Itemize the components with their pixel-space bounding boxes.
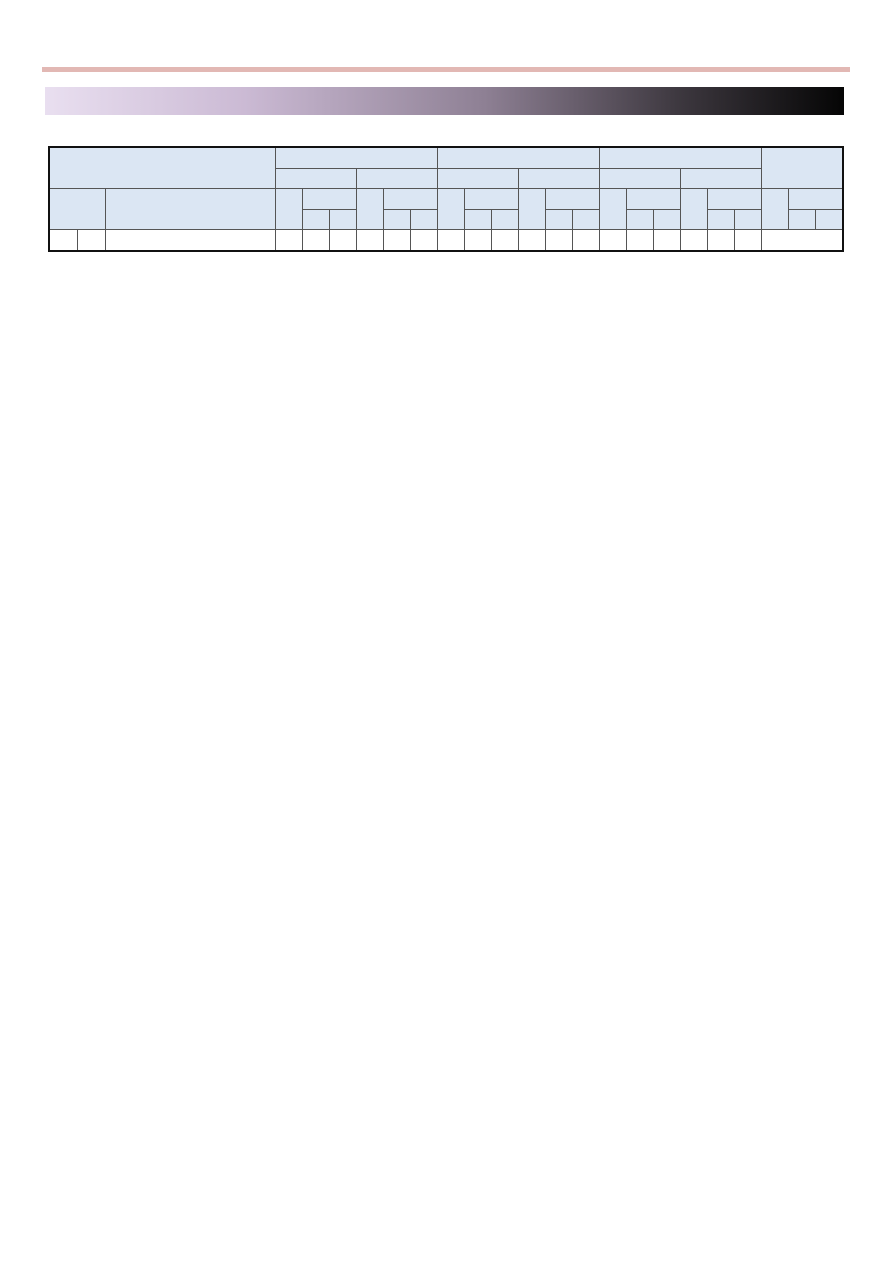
curriculum-table bbox=[48, 146, 844, 252]
top-accent-line bbox=[42, 67, 850, 72]
category-header bbox=[49, 189, 105, 230]
header-row-hours bbox=[49, 189, 843, 210]
credit-header bbox=[437, 189, 464, 230]
header-gradient-bar bbox=[45, 87, 844, 115]
weekly-hours-header bbox=[383, 189, 437, 210]
theory-header bbox=[545, 209, 572, 230]
practice-header bbox=[816, 209, 843, 230]
value-cell bbox=[600, 230, 627, 251]
weekly-hours-header bbox=[545, 189, 599, 210]
value-cell bbox=[627, 230, 654, 251]
value-cell bbox=[302, 230, 329, 251]
years-label bbox=[49, 147, 275, 189]
credit-header bbox=[518, 189, 545, 230]
practice-header bbox=[410, 209, 437, 230]
category-elective bbox=[77, 230, 105, 251]
semester-header bbox=[437, 168, 518, 189]
value-cell bbox=[572, 230, 599, 251]
value-cell bbox=[681, 230, 708, 251]
category-liberal bbox=[49, 230, 77, 251]
grade-header bbox=[600, 147, 762, 168]
grade-header bbox=[437, 147, 599, 168]
value-cell bbox=[545, 230, 572, 251]
credit-header bbox=[356, 189, 383, 230]
value-cell bbox=[518, 230, 545, 251]
credit-header bbox=[275, 189, 302, 230]
semester-header bbox=[356, 168, 437, 189]
value-cell bbox=[491, 230, 518, 251]
semester-header bbox=[681, 168, 762, 189]
value-cell bbox=[356, 230, 383, 251]
theory-header bbox=[302, 209, 329, 230]
table-row bbox=[49, 230, 843, 251]
grade-header bbox=[275, 147, 437, 168]
value-cell bbox=[383, 230, 410, 251]
weekly-hours-header bbox=[627, 189, 681, 210]
course-header bbox=[105, 189, 275, 230]
value-cell bbox=[329, 230, 356, 251]
credit-header bbox=[762, 189, 789, 230]
value-cell bbox=[708, 230, 735, 251]
value-cell bbox=[464, 230, 491, 251]
theory-header bbox=[789, 209, 816, 230]
semester-header bbox=[275, 168, 356, 189]
header-row-grade bbox=[49, 147, 843, 168]
practice-header bbox=[572, 209, 599, 230]
value-cell bbox=[275, 230, 302, 251]
value-cell bbox=[410, 230, 437, 251]
weekly-hours-header bbox=[302, 189, 356, 210]
value-cell bbox=[735, 230, 762, 251]
total-header bbox=[762, 147, 843, 189]
weekly-hours-header bbox=[789, 189, 843, 210]
semester-header bbox=[518, 168, 599, 189]
weekly-hours-header bbox=[464, 189, 518, 210]
weekly-hours-header bbox=[708, 189, 762, 210]
practice-header bbox=[329, 209, 356, 230]
credit-header bbox=[681, 189, 708, 230]
practice-header bbox=[735, 209, 762, 230]
theory-header bbox=[464, 209, 491, 230]
credit-header bbox=[600, 189, 627, 230]
practice-header bbox=[491, 209, 518, 230]
theory-header bbox=[383, 209, 410, 230]
course-name bbox=[105, 230, 275, 251]
value-cell bbox=[654, 230, 681, 251]
theory-header bbox=[627, 209, 654, 230]
practice-header bbox=[654, 209, 681, 230]
value-cell bbox=[437, 230, 464, 251]
theory-header bbox=[708, 209, 735, 230]
semester-header bbox=[600, 168, 681, 189]
